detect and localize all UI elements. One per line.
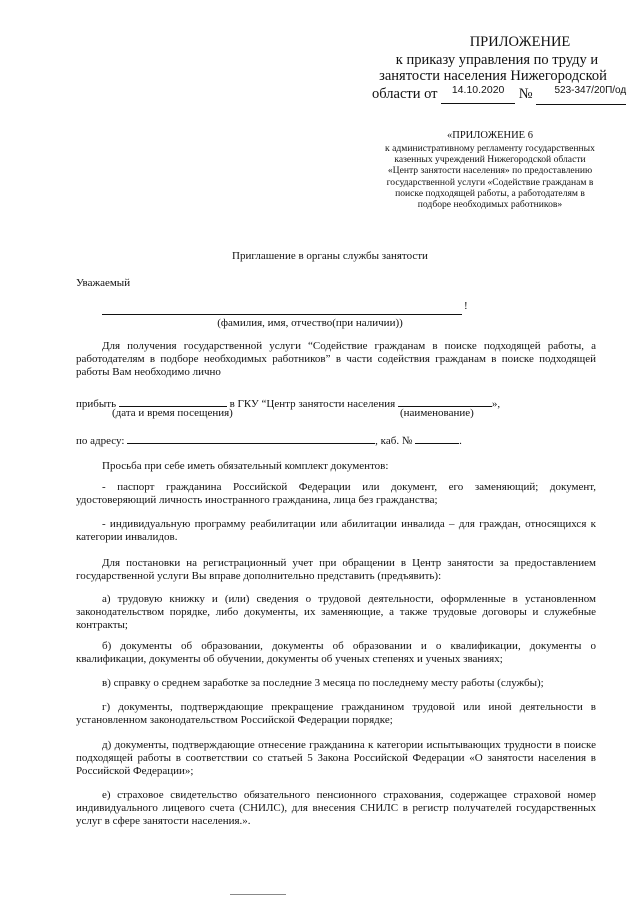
appendix-line: поиске подходящей работы, а работодателям в	[395, 187, 585, 199]
header-line1: к приказу управления по труду и	[395, 52, 599, 68]
paragraph-a: а) трудовую книжку и (или) сведения о трудовой деятельности, оформленные в установленном законодательством порядке, либо документы, их заменяющие, а также трудовые договоры и служебные контракты;	[76, 593, 596, 631]
arrive-name-blank	[398, 395, 492, 407]
header-number	[536, 86, 626, 105]
paragraph-rehab: - индивидуальную программу реабилитации или абилитации инвалида – для граждан, относящихся к категории инвалидов.	[76, 518, 596, 543]
scan-mark	[230, 894, 286, 895]
appendix-line: подборе необходимых работников»	[417, 199, 563, 211]
appendix-line: к административному регламенту государственных	[385, 143, 595, 154]
address-line	[76, 432, 596, 448]
greeting: Уважаемый	[76, 277, 131, 289]
arrive-caption-right: (наименование)	[400, 407, 474, 419]
paragraph-passport: - паспорт гражданина Российской Федерации или документ, его заменяющий; документ, удостоверяющий личность иностранного гражданина, лица без гражданства;	[76, 481, 596, 506]
arrive-date-blank	[119, 395, 227, 407]
header-line3	[372, 84, 627, 105]
room-blank	[415, 432, 459, 444]
paragraph-registration: Для постановки на регистрационный учет при обращении в Центр занятости за предоставлением государственной услуги Вы вправе дополнительно представить (предъявить):	[76, 557, 596, 582]
name-caption: (фамилия, имя, отчество(при наличии))	[217, 317, 403, 329]
address-middle: , каб. №	[375, 435, 413, 447]
header-number-sign: №	[518, 86, 533, 102]
paragraph-v: в) справку о среднем заработке за последние 3 месяца по последнему месту работы (службы);	[102, 677, 544, 689]
header-title: ПРИЛОЖЕНИЕ	[469, 34, 571, 50]
arrive-middle: в ГКУ “Центр занятости населения	[229, 398, 396, 410]
arrive-suffix: »,	[491, 398, 501, 410]
arrive-prefix: прибыть	[76, 398, 117, 410]
appendix-line: «Центр занятости населения» по предоставлению	[387, 165, 593, 177]
appendix-title: «ПРИЛОЖЕНИЕ 6	[447, 130, 533, 141]
arrive-caption-left: (дата и время посещения)	[112, 407, 233, 419]
address-suffix: .	[459, 435, 462, 447]
address-prefix: по адресу:	[76, 435, 125, 447]
request-line: Просьба при себе иметь обязательный комплект документов:	[102, 460, 389, 472]
paragraph-e: е) страховое свидетельство обязательного пенсионного страхования, содержащее страховой номер индивидуального лицевого счета (СНИЛС), для внесения СНИЛС в регистр получателей государственных услуг в сфере занятости населения.».	[76, 789, 596, 827]
header-date	[441, 86, 515, 104]
intro-paragraph: Для получения государственной услуги “Содействие гражданам в поиске подходящей работы, а работодателям в подборе необходимых работников” в части содействия гражданам в поиске подходящей работы Вам необходимо лично	[76, 340, 596, 378]
paragraph-g: г) документы, подтверждающие прекращение гражданином трудовой или иной деятельности в установленном законодательством Российской Федерации порядке;	[76, 701, 596, 726]
name-exclamation: !	[464, 300, 468, 312]
appendix-line: казенных учреждений Нижегородской области	[394, 154, 586, 166]
header-line2: занятости населения Нижегородской	[379, 68, 607, 84]
paragraph-d: д) документы, подтверждающие отнесение гражданина к категории испытывающих трудности в поиске подходящей работы в соответствии со статьей 5 Закона Российской Федерации «О занятости населения в Российской Федерации»;	[76, 739, 596, 777]
appendix-line: государственной услуги «Содействие гражданам в	[386, 176, 594, 188]
address-blank	[127, 432, 375, 444]
header-number-value: 523-347/20П/од	[554, 85, 627, 96]
header-line3-prefix: области от	[372, 86, 438, 102]
header-date-value: 14.10.2020	[451, 84, 505, 96]
appendix-lines	[360, 143, 620, 210]
document-title: Приглашение в органы службы занятости	[232, 250, 428, 262]
name-line	[102, 314, 462, 315]
paragraph-b: б) документы об образовании, документы об образовании и о квалификации, документы о квалификации, документы об обучении, документы об ученых степенях и ученых званиях;	[76, 640, 596, 665]
